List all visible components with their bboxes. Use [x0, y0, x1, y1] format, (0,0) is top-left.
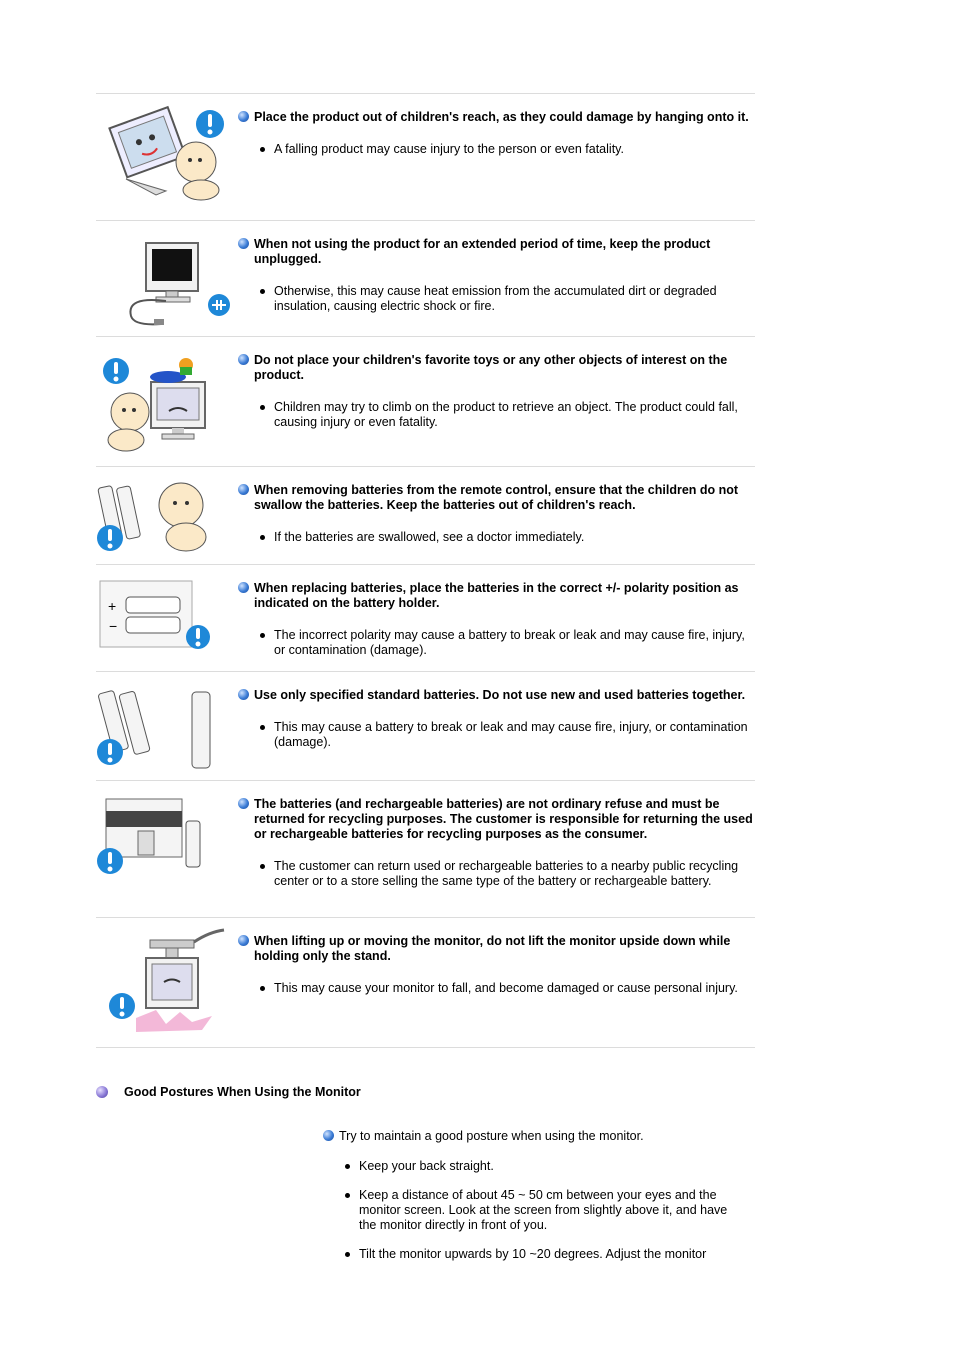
posture-block: [323, 1129, 763, 1276]
item-bullet: This may cause a battery to break or leak and may cause fire, injury, or contamination (damage).: [274, 720, 755, 750]
item-title: When lifting up or moving the monitor, do not lift the monitor upside down while holding only the stand.: [254, 934, 731, 963]
svg-text:+: +: [108, 598, 117, 614]
bullet-dot-icon: [238, 689, 249, 700]
safety-list: [96, 93, 755, 1048]
item-title: Use only specified standard batteries. Do not use new and used batteries together.: [254, 688, 746, 702]
safety-item: [96, 917, 755, 1048]
bullet-dot-icon: [238, 935, 249, 946]
item-bullet: A falling product may cause injury to the person or even fatality.: [274, 142, 755, 157]
batteries-and-baby-icon: [96, 467, 231, 562]
monitor-falling-with-baby-icon: [96, 94, 231, 214]
safety-item: [96, 564, 755, 671]
safety-item: [96, 671, 755, 780]
bullet-dot-icon: [238, 798, 249, 809]
safety-item: [96, 466, 755, 564]
safety-item: [96, 780, 755, 917]
bullet-dot-icon: [238, 111, 249, 122]
posture-bullet: Keep a distance of about 45 ~ 50 cm between your eyes and the monitor screen. Look at the screen from slightly above it, and have the monitor directly in front of you.: [359, 1188, 739, 1233]
svg-text:−: −: [109, 618, 118, 634]
item-title: Place the product out of children's reach, as they could damage by hanging onto it.: [254, 110, 749, 124]
bullet-dot-icon: [323, 1130, 334, 1141]
battery-polarity-icon: [96, 565, 231, 665]
section-dot-icon: [96, 1086, 108, 1098]
item-bullet: The customer can return used or rechargeable batteries to a nearby public recycling center or to a store selling the same type of the battery or rechargeable battery.: [274, 859, 755, 889]
posture-bullet: Tilt the monitor upwards by 10 ~20 degrees. Adjust the monitor: [359, 1247, 763, 1262]
section-heading: [96, 1085, 361, 1099]
safety-item: [96, 93, 755, 220]
bullet-dot-icon: [238, 354, 249, 365]
item-title: The batteries (and rechargeable batteries) are not ordinary refuse and must be returned for recycling purposes. The customer is responsible for returning the used or rechargeable batteries for recycling purposes as the consumer.: [254, 797, 753, 841]
safety-item: [96, 220, 755, 336]
posture-intro: Try to maintain a good posture when using the monitor.: [339, 1129, 644, 1143]
item-bullet: If the batteries are swallowed, see a doctor immediately.: [274, 530, 755, 545]
section-title: Good Postures When Using the Monitor: [124, 1085, 361, 1099]
item-title: When removing batteries from the remote control, ensure that the children do not swallow the batteries. Keep the batteries out of children's reach.: [254, 483, 739, 512]
item-bullet: This may cause your monitor to fall, and become damaged or cause personal injury.: [274, 981, 755, 996]
bullet-dot-icon: [238, 582, 249, 593]
mixed-batteries-icon: [96, 672, 231, 777]
toys-on-monitor-icon: [96, 337, 231, 462]
item-bullet: The incorrect polarity may cause a battery to break or leak and may cause fire, injury, or contamination (damage).: [274, 628, 755, 658]
safety-item: [96, 336, 755, 466]
bullet-dot-icon: [238, 484, 249, 495]
monitor-upside-down-icon: [96, 918, 231, 1043]
item-title: When not using the product for an extended period of time, keep the product unplugged.: [254, 237, 711, 266]
item-bullet: Children may try to climb on the product to retrieve an object. The product could fall, causing injury or even fatality.: [274, 400, 755, 430]
item-title: Do not place your children's favorite toys or any other objects of interest on the product.: [254, 353, 728, 382]
item-bullet: Otherwise, this may cause heat emission from the accumulated dirt or degraded insulation, causing electric shock or fire.: [274, 284, 755, 314]
posture-bullet: Keep your back straight.: [359, 1159, 763, 1174]
unplugged-monitor-icon: [96, 221, 231, 331]
bullet-dot-icon: [238, 238, 249, 249]
item-title: When replacing batteries, place the batteries in the correct +/- polarity position as indicated on the battery holder.: [254, 581, 739, 610]
battery-recycling-icon: [96, 781, 231, 891]
